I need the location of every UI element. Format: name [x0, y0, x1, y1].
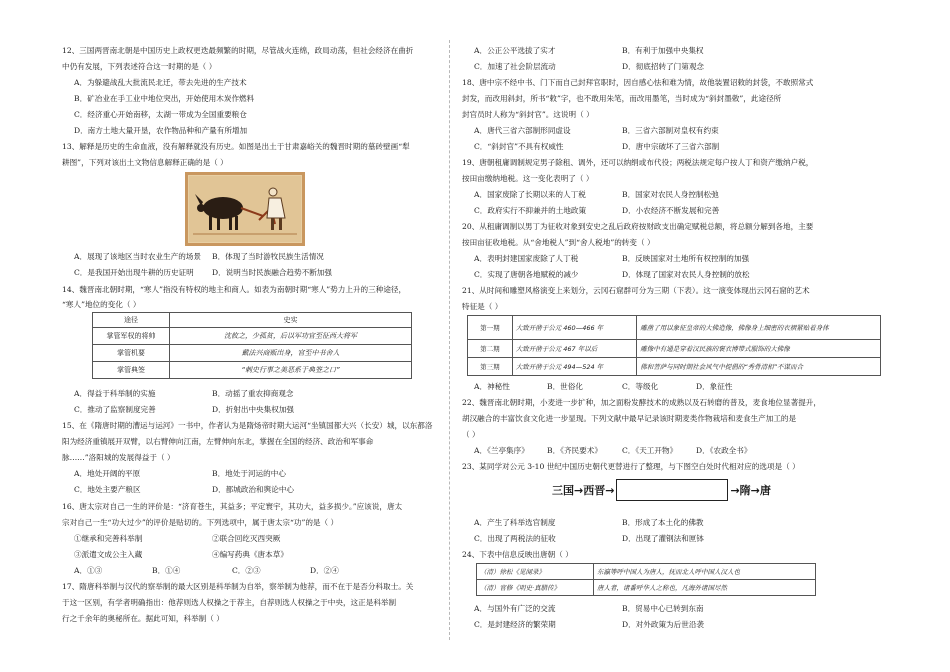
q15-option-b[interactable]: B．地处于河运的中心	[212, 469, 286, 478]
q24-stem-line1: 24、下表中信息反映出唐朝（ ）	[462, 550, 573, 559]
table-cell: （清）徐松《见闻录》	[477, 564, 594, 580]
q22-option-c[interactable]: C．《天工开物》	[622, 446, 678, 455]
q14-option-a[interactable]: A．得益于科举制的实施	[74, 389, 156, 398]
q14-option-c[interactable]: C．推动了监察制度完善	[74, 405, 156, 414]
q14-stem-line1: 14、魏晋南北朝时期，“寒人”指没有特权的地主和商人。如表为南朝时期“寒人”势力上升的三种途径，	[62, 285, 407, 294]
q13-option-c[interactable]: C．是我国开始出现牛耕的历史证明	[74, 268, 194, 277]
table-cell: 东瀛等呼中国人为唐人，抚而北人呼中国人汉人也	[594, 564, 816, 580]
q21-stem-line1: 21、从时间和雕塑风格演变上来划分，云冈石窟群可分为三期（下表）。这一演变体现出云冈石窟的艺术	[462, 286, 810, 295]
q18-option-c[interactable]: C．“斜封官”不具有权威性	[474, 142, 564, 151]
q13-stem-line1: 13、解释是历史的生命血液，没有解释就没有历史。如图是出土于甘肃嘉峪关的魏晋时期的墓砖壁画“犁	[62, 142, 410, 151]
dynasty-flow-diagram	[552, 478, 771, 502]
q24-option-d[interactable]: D．对外政策为后世沿袭	[622, 620, 705, 629]
q22-stem-line1: 22、魏晋南北朝时期，小麦进一步扩种，加之面粉发酵技术的成熟以及石转磨的普及，麦食地位显著提升，	[462, 398, 821, 407]
q12-option-a[interactable]: A．为躲避战乱大批流民北迁，带去先进的生产技术	[74, 78, 247, 87]
q19-option-d[interactable]: D．小农经济不断发展和完善	[622, 206, 720, 215]
q19-stem-line1: 19、唐朝租庸调制规定男子除租、调外，还可以纳绢或布代役；两税法规定每户按人丁和资产缴纳户税，	[462, 158, 814, 167]
q20-stem-line2: 按田亩征收地税。从“舍地税人”到“舍人税地”的转变（ ）	[462, 238, 655, 247]
q19-option-a[interactable]: A．国家废除了长期以来的人丁税	[474, 190, 586, 199]
q13-option-d[interactable]: D．说明当时民族融合趋势不断加强	[212, 268, 332, 277]
q21-option-a[interactable]: A．神秘性	[474, 382, 510, 391]
q23-option-d[interactable]: D．出现了灌钢法和匣钵	[622, 534, 705, 543]
q17-option-a[interactable]: A．公正公平选拔了实才	[474, 46, 556, 55]
table-header-cell: 史实	[170, 313, 412, 328]
table-cell: （清）官修《明史·真腊传》	[477, 580, 594, 596]
q21-option-b[interactable]: B．世俗化	[547, 382, 583, 391]
q21-stem-line2: 特征是（ ）	[462, 302, 503, 311]
q22-stem-line3: （ ）	[462, 430, 480, 439]
table-cell: 第三期	[468, 358, 513, 376]
q14-stem-line2: “寒人”地位的变化（ ）	[62, 300, 141, 309]
q14-table	[92, 312, 412, 379]
q16-option-c[interactable]: C．②③	[232, 566, 261, 575]
blank-box	[616, 479, 728, 501]
q16-option-a[interactable]: A．①③	[74, 566, 103, 575]
q16-option-d[interactable]: D．②④	[310, 566, 339, 575]
q22-option-d[interactable]: D．《农政全书》	[696, 446, 752, 455]
q18-stem-line1: 18、唐中宗不经中书、门下而自己封拜官职时，因自感心怯和难为情，故他装置诏敕的封袋，不敢照常式	[462, 78, 814, 87]
q20-option-b[interactable]: B．反映国家对土地所有权控制的加强	[622, 254, 750, 263]
q18-option-a[interactable]: A．唐代三省六部制形同虚设	[474, 126, 571, 135]
q18-stem-line3: 封官员时人称为“斜封官”。这说明（ ）	[462, 110, 594, 119]
q17-option-d[interactable]: D．彻底招转了门第观念	[622, 62, 705, 71]
q24-table	[476, 563, 816, 596]
q13-option-a[interactable]: A．展现了该地区当时农业生产的场景	[74, 252, 201, 261]
q13-option-b[interactable]: B．体现了当时游牧民族生活情况	[212, 252, 324, 261]
q17-option-c[interactable]: C．加速了社会阶层流动	[474, 62, 556, 71]
q15-option-c[interactable]: C．地处主要产粮区	[74, 485, 141, 494]
q24-option-b[interactable]: B．贸易中心已转到东南	[622, 604, 704, 613]
table-cell: 大致开凿于公元 467 年以后	[512, 340, 637, 358]
q16-item-1: ①继承和完善科举制	[74, 534, 143, 543]
q21-option-d[interactable]: D．象征性	[696, 382, 733, 391]
q12-stem-line2: 中仍有发展，下列表述符合这一时期的是（ ）	[62, 62, 217, 71]
table-cell: 大致开凿于公元 494—524 年	[512, 358, 637, 376]
q12-option-b[interactable]: B．矿冶业在手工业中地位突出，开始使用木炭作燃料	[74, 94, 255, 103]
q17-stem-line3: 行之千余年的奥秘所在。据此可知，科举制（ ）	[62, 614, 224, 623]
q20-stem-line1: 20、从租庸调制以男丁为征收对象到安史之乱后政府按财政支出确定赋税总额，将总额分解到各地，主要	[462, 222, 814, 231]
table-cell: 雕凿了用以象征皇帝的大佛造像，佛像身上细密的衣褶紧贴着身体	[637, 316, 881, 340]
q20-option-c[interactable]: C．实现了唐朝各地赋税的减少	[474, 270, 579, 279]
table-cell: 雕像中有通是穿着汉民族的褒衣博带式服饰的大佛像	[637, 340, 881, 358]
q18-stem-line2: 封发，而改用斜封，所书“敕”字，也不敢用朱笔，而改用墨笔，当时成为“斜封墨敕”，此途径所	[462, 94, 782, 103]
q23-option-c[interactable]: C．出现了两税法的征收	[474, 534, 556, 543]
q15-stem-line2: 阳为经济重镇展开双臂，以右臂伸向江南，左臂伸向东北，掌握在全国的经济、政治和军事命	[62, 437, 374, 446]
q22-option-a[interactable]: A．《兰亭集序》	[474, 446, 529, 455]
q16-item-3: ③派遣文成公主入藏	[74, 550, 143, 559]
q18-option-b[interactable]: B．三省六部制对皇权有约束	[622, 126, 719, 135]
flow-left-label: 三国→西晋→	[552, 484, 615, 497]
q12-option-c[interactable]: C．经济重心开始南移，太湖一带成为全国重要粮仓	[74, 110, 247, 119]
q24-option-c[interactable]: C．是封建经济的繁荣期	[474, 620, 556, 629]
q15-option-d[interactable]: D．都城政治和舆论中心	[212, 485, 295, 494]
table-cell: 戴法兴商贩出身，官至中书舍人	[170, 345, 412, 362]
table-cell: 掌管机要	[93, 345, 170, 362]
table-cell: “刺史行事之美恶系于典签之口”	[170, 362, 412, 379]
table-cell: 第一期	[468, 316, 513, 340]
q13-stem-line2: 耕图”，下列对该出土文物信息解释正确的是（ ）	[62, 158, 228, 167]
q23-option-b[interactable]: B．形成了本土化的佛教	[622, 518, 704, 527]
q14-option-b[interactable]: B．动摇了重农抑商观念	[212, 389, 294, 398]
table-cell: 大致开凿于公元 460—466 年	[512, 316, 637, 340]
q16-stem-line1: 16、唐太宗对自己一生的评价是：“济育苍生，其益多；平定寰宇，其功大，益多损少。”应该说，唐太	[62, 502, 403, 511]
q16-option-b[interactable]: B．①④	[152, 566, 181, 575]
table-cell: 佛和菩萨与同时期社会风气中提倡的“秀骨清相”不谋而合	[637, 358, 881, 376]
table-cell: 掌管典签	[93, 362, 170, 379]
q24-option-a[interactable]: A．与国外有广泛的交流	[474, 604, 556, 613]
q21-option-c[interactable]: C．等级化	[622, 382, 659, 391]
q20-option-d[interactable]: D．体现了国家对农民人身控制的放松	[622, 270, 750, 279]
q16-item-4: ④编写药典《唐本草》	[212, 550, 288, 559]
q17-option-b[interactable]: B．有利于加强中央集权	[622, 46, 704, 55]
q22-stem-line2: 胡汉融合的丰富饮食文化进一步显现。下列文献中最早记录该时期麦类作物栽培和麦食生产加工的是	[462, 414, 797, 423]
q12-option-d[interactable]: D．南方土地大量开垦，农作物品种和产量有所增加	[74, 126, 248, 135]
table-cell: 唐人者，诸番呼华人之称也，凡海外诸国尽然	[594, 580, 816, 596]
q19-stem-line2: 按田亩缴纳地税。这一变化表明了（ ）	[462, 174, 594, 183]
q18-option-d[interactable]: D．唐中宗破坏了三省六部制	[622, 142, 720, 151]
q19-option-b[interactable]: B．国家对农民人身控制松弛	[622, 190, 719, 199]
table-cell: 掌管军权的将帅	[93, 328, 170, 345]
q12-stem-line1: 12、三国两晋南北朝是中国历史上政权更迭最频繁的时期，尽管战火连绵，政局动荡，但社会经济在曲折	[62, 46, 414, 55]
q15-stem-line1: 15、在《隋唐时期的漕运与运河》一书中，作者认为是隋炀帝时期大运河“坐镇国都大兴（长安）城，以东都洛	[62, 421, 433, 430]
q15-stem-line3: 脉……”洛阳城的发展得益于（ ）	[62, 453, 175, 462]
table-header-cell: 途径	[93, 313, 170, 328]
table-cell: 第二期	[468, 340, 513, 358]
q19-option-c[interactable]: C．政府实行不抑兼并的土地政策	[474, 206, 587, 215]
q14-option-d[interactable]: D．折射出中央集权加强	[212, 405, 295, 414]
q16-item-2: ②联合回纥灭西突厥	[212, 534, 281, 543]
q23-stem-line1: 23、某同学对公元 3-10 世纪中国历史朝代更替进行了整理，与下图空白处时代相对应的选项是（ ）	[462, 462, 800, 471]
plowing-mural-image	[185, 172, 305, 246]
flow-right-label: →隋→唐	[730, 484, 771, 497]
q23-option-a[interactable]: A．产生了科举选官制度	[474, 518, 556, 527]
q15-option-a[interactable]: A．地处开阔的平原	[74, 469, 141, 478]
column-divider	[449, 40, 450, 640]
q17-stem-line2: 于这一区别，有学者明确指出：他荐则选人权操之于荐主，自荐则选人权操之于中央，这正是科举制	[62, 598, 397, 607]
q17-stem-line1: 17、隋唐科举制与汉代的察举制的最大区别是科举制为自举，察举制为他荐，而不在于是否分科取士。关	[62, 582, 414, 591]
q22-option-b[interactable]: B．《齐民要术》	[547, 446, 602, 455]
q21-table	[467, 315, 881, 376]
q16-stem-line2: 宗对自己一生“功大过少”的评价是贴切的。下列选项中，属于唐太宗“功”的是（ ）	[62, 518, 339, 527]
q20-option-a[interactable]: A．表明封建国家废除了人丁税	[474, 254, 579, 263]
table-cell: 沈攸之，少孤贫，后以军功官至征西大将军	[170, 328, 412, 345]
